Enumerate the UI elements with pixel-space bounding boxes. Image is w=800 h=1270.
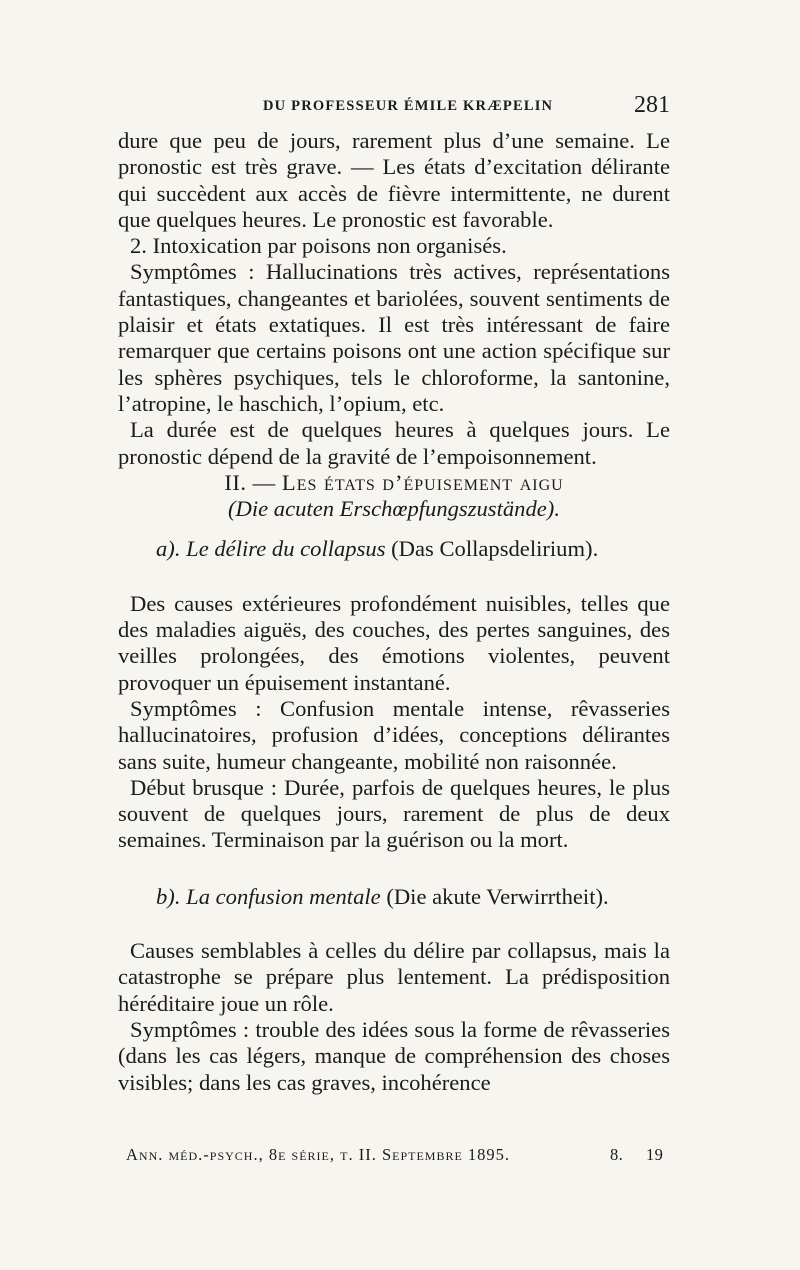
page-number: 281	[634, 92, 670, 118]
running-head	[128, 94, 670, 122]
subsection-b-title-fr: La confusion mentale	[186, 883, 381, 909]
footer-sheet-number: 19	[646, 1145, 664, 1164]
subsection-b-title-de: (Die akute Verwirrtheit).	[386, 883, 609, 909]
subsection-b-heading	[156, 884, 670, 910]
paragraph-symptoms: Symptômes : Hallucinations très actives, représentations fantastiques, changeantes et bariolées, souvent sentiments de plaisir et états extatiques. Il est très intéressant de faire remarquer que certains poisons ont une action spécifique sur les sphères psychiques, tels le chloroforme, la santonine, l’atropine, le haschich, l’opium, etc.	[118, 259, 670, 416]
footer-publication: Ann. méd.-psych., 8e série, t. II. Septembre 1895.	[126, 1145, 511, 1164]
paragraph-intoxication-heading: 2. Intoxication par poisons non organisés.	[130, 233, 507, 259]
subsection-a-heading	[156, 536, 670, 562]
section-numeral: II. —	[224, 469, 276, 495]
subsection-a-paragraph-course: Début brusque : Durée, parfois de quelques heures, le plus souvent de quelques jours, rarement de plus de deux semaines. Terminaison par la guérison ou la mort.	[118, 774, 670, 853]
section-german-title: (Die acuten Erschœpfungszustände).	[228, 496, 560, 522]
subsection-b-paragraph-causes: Causes semblables à celles du délire par collapsus, mais la catastrophe se prépare plus lentement. La prédisposition héréditaire joue un rôle.	[118, 938, 670, 1016]
subsection-a-paragraph-symptoms: Symptômes : Confusion mentale intense, rêvasseries hallucinatoires, profusion d’idées, conceptions délirantes sans suite, humeur changeante, mobilité non raisonnée.	[118, 695, 670, 774]
running-title: DU PROFESSEUR ÉMILE KRÆPELIN	[263, 98, 554, 114]
subsection-a-title-de: (Das Collapsdelirium).	[391, 536, 599, 562]
footer-signature-mark: 8.	[610, 1145, 624, 1164]
paragraph-continuation: dure que peu de jours, rarement plus d’une semaine. Le pronostic est très grave. — Les états d’excitation délirante qui succèdent aux accès de fièvre intermittente, ne durent que quelques heures. Le pronostic est favorable.	[118, 128, 670, 232]
subsection-a-title-fr: Le délire du collapsus	[186, 536, 386, 562]
subsection-b-label: b).	[156, 883, 181, 909]
paragraph-duration: La durée est de quelques heures à quelques jours. Le pronostic dépend de la gravité de l’empoisonnement.	[118, 417, 670, 469]
subsection-a-paragraph-causes: Des causes extérieures profondément nuisibles, telles que des maladies aiguës, des couches, des pertes sanguines, des veilles prolongées, des émotions violentes, peuvent provoquer un épuisement instantané.	[118, 590, 670, 695]
section-heading	[118, 470, 670, 496]
subsection-a-label: a).	[156, 536, 181, 562]
body-text	[118, 128, 670, 1096]
subsection-b-paragraph-symptoms: Symptômes : trouble des idées sous la forme de rêvasseries (dans les cas légers, manque de compréhension des choses visibles; dans les cas graves, incohérence	[118, 1016, 670, 1095]
section-title: Les états d’épuisement aigu	[281, 469, 564, 495]
